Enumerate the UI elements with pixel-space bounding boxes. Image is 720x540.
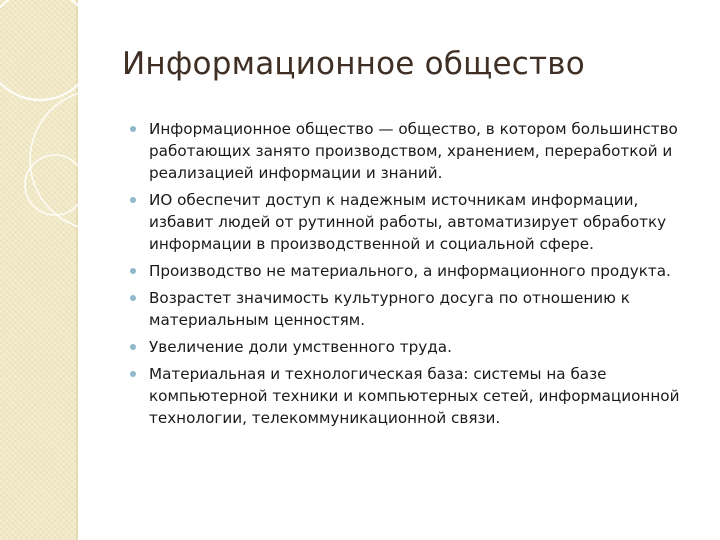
bullet-item (128, 287, 698, 331)
bullet-item (128, 118, 698, 184)
bullet-icon (130, 197, 136, 203)
bullet-item (128, 260, 698, 282)
bullet-list (128, 118, 698, 434)
bullet-item (128, 363, 698, 429)
slide-title: Информационное общество (122, 46, 585, 82)
bullet-icon (130, 295, 136, 301)
bullet-text: Производство не материального, а информационного продукта. (149, 262, 671, 280)
bullet-text: Информационное общество — общество, в котором большинство работающих занято производством, хранением, переработкой и реализацией информации и знаний. (149, 120, 678, 182)
bullet-item (128, 189, 698, 255)
bullet-icon (130, 344, 136, 350)
bullet-icon (130, 268, 136, 274)
bullet-text: ИО обеспечит доступ к надежным источникам информации, избавит людей от рутинной работы, автоматизирует обработку информации в производственной и социальной сфере. (149, 191, 667, 253)
bullet-text: Увеличение доли умственного труда. (149, 338, 452, 356)
deco-circle-large (0, 0, 95, 100)
bullet-icon (130, 126, 136, 132)
bullet-item (128, 336, 698, 358)
bullet-text: Возрастет значимость культурного досуга по отношению к материальным ценностям. (149, 289, 630, 329)
bullet-text: Материальная и технологическая база: системы на базе компьютерной техники и компьютерных сетей, информационной технологии, телекоммуникационной связи. (149, 365, 680, 427)
bullet-icon (130, 371, 136, 377)
